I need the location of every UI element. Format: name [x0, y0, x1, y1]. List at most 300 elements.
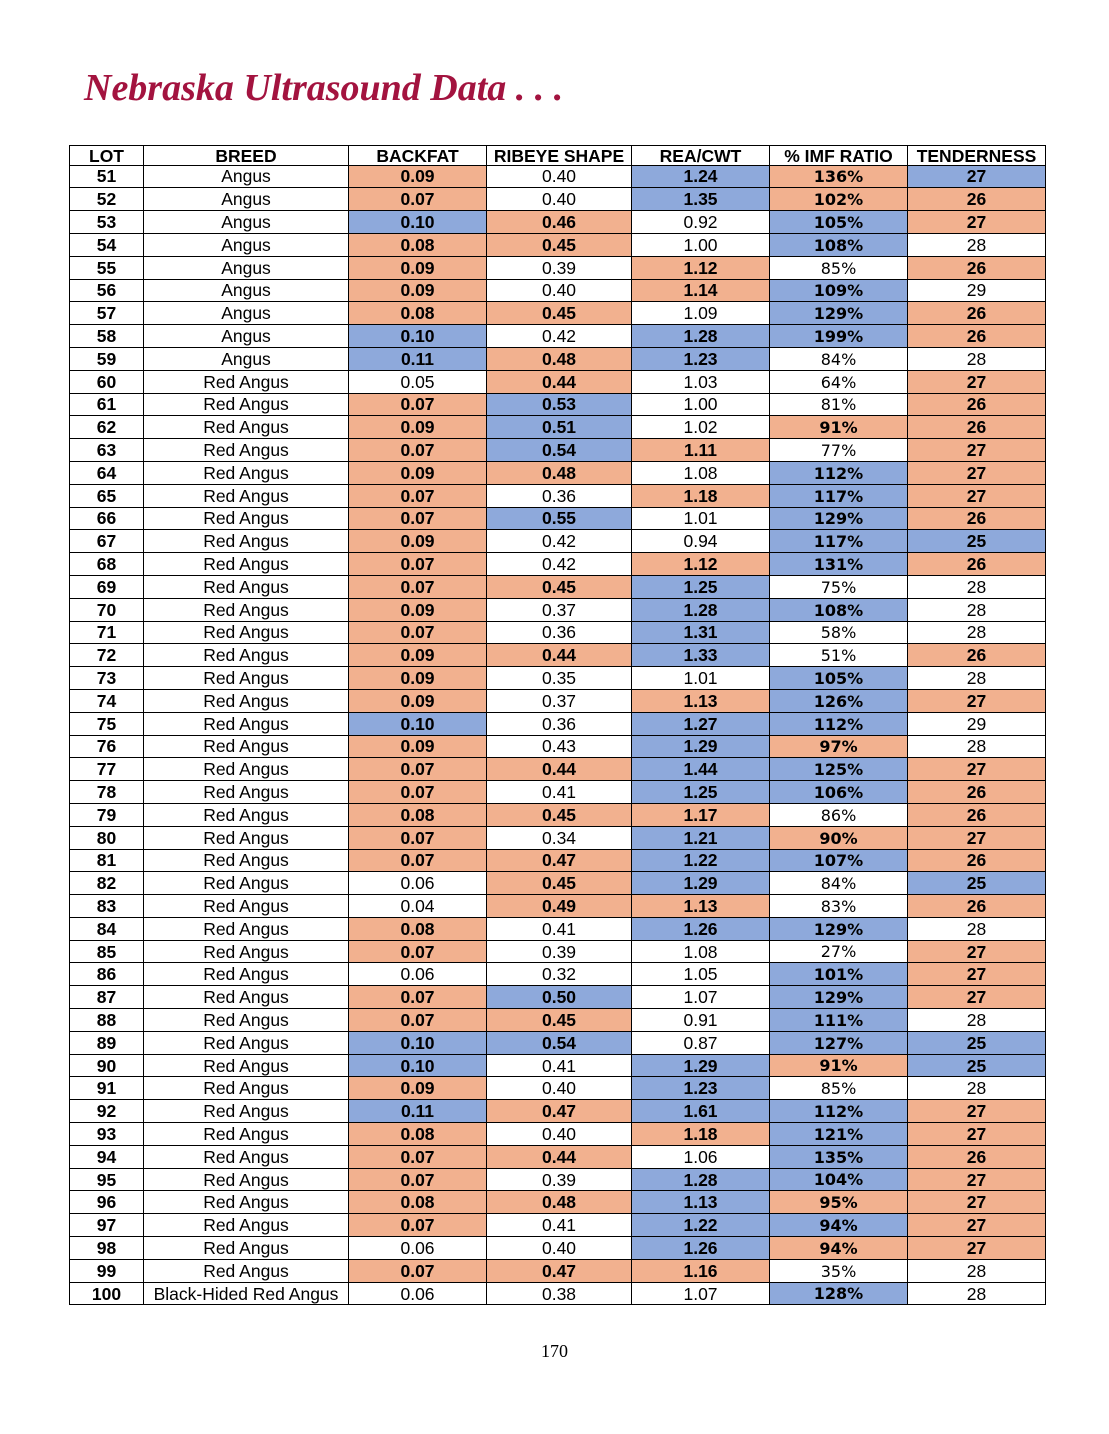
table-row [70, 781, 1046, 804]
cell-tenderness: 28 [908, 621, 1046, 644]
table-row [70, 1145, 1046, 1168]
cell-lot: 82 [70, 872, 144, 895]
cell-imf-ratio: 58% [770, 621, 908, 644]
cell-backfat: 0.07 [349, 986, 487, 1009]
cell-imf-ratio: 85% [770, 256, 908, 279]
cell-imf-ratio: 129% [770, 917, 908, 940]
cell-lot: 94 [70, 1145, 144, 1168]
cell-lot: 77 [70, 758, 144, 781]
cell-ribeye-shape: 0.44 [487, 370, 632, 393]
cell-rea-cwt: 1.44 [632, 758, 770, 781]
cell-lot: 76 [70, 735, 144, 758]
cell-breed: Black-Hided Red Angus [144, 1282, 349, 1305]
cell-breed: Red Angus [144, 484, 349, 507]
cell-breed: Red Angus [144, 1009, 349, 1032]
cell-backfat: 0.09 [349, 735, 487, 758]
cell-imf-ratio: 129% [770, 507, 908, 530]
cell-breed: Red Angus [144, 370, 349, 393]
table-row [70, 1282, 1046, 1305]
cell-breed: Red Angus [144, 1031, 349, 1054]
cell-imf-ratio: 121% [770, 1123, 908, 1146]
cell-tenderness: 27 [908, 1237, 1046, 1260]
table-row [70, 1009, 1046, 1032]
cell-tenderness: 27 [908, 1214, 1046, 1237]
cell-imf-ratio: 51% [770, 644, 908, 667]
cell-breed: Red Angus [144, 689, 349, 712]
cell-ribeye-shape: 0.45 [487, 1009, 632, 1032]
cell-backfat: 0.07 [349, 507, 487, 530]
cell-tenderness: 28 [908, 1009, 1046, 1032]
cell-lot: 67 [70, 530, 144, 553]
cell-ribeye-shape: 0.55 [487, 507, 632, 530]
cell-rea-cwt: 1.00 [632, 233, 770, 256]
cell-rea-cwt: 0.94 [632, 530, 770, 553]
cell-tenderness: 27 [908, 1123, 1046, 1146]
cell-rea-cwt: 1.25 [632, 575, 770, 598]
table-row [70, 302, 1046, 325]
cell-tenderness: 26 [908, 781, 1046, 804]
cell-breed: Angus [144, 188, 349, 211]
table-row [70, 986, 1046, 1009]
page-number: 170 [541, 1341, 568, 1361]
cell-imf-ratio: 108% [770, 233, 908, 256]
cell-rea-cwt: 1.26 [632, 917, 770, 940]
cell-lot: 89 [70, 1031, 144, 1054]
cell-breed: Red Angus [144, 416, 349, 439]
cell-imf-ratio: 83% [770, 895, 908, 918]
cell-breed: Red Angus [144, 461, 349, 484]
cell-rea-cwt: 1.11 [632, 439, 770, 462]
cell-breed: Red Angus [144, 667, 349, 690]
cell-imf-ratio: 129% [770, 986, 908, 1009]
header-imf-ratio: % IMF RATIO [770, 146, 908, 166]
cell-tenderness: 27 [908, 1191, 1046, 1214]
cell-lot: 95 [70, 1168, 144, 1191]
cell-tenderness: 27 [908, 758, 1046, 781]
cell-backfat: 0.04 [349, 895, 487, 918]
cell-ribeye-shape: 0.48 [487, 1191, 632, 1214]
cell-ribeye-shape: 0.44 [487, 644, 632, 667]
table-row [70, 484, 1046, 507]
cell-imf-ratio: 75% [770, 575, 908, 598]
cell-ribeye-shape: 0.40 [487, 188, 632, 211]
cell-imf-ratio: 135% [770, 1145, 908, 1168]
cell-backfat: 0.08 [349, 803, 487, 826]
cell-ribeye-shape: 0.49 [487, 895, 632, 918]
cell-breed: Angus [144, 233, 349, 256]
ultrasound-data-table [69, 145, 1046, 1305]
cell-rea-cwt: 1.13 [632, 689, 770, 712]
cell-breed: Red Angus [144, 895, 349, 918]
cell-lot: 57 [70, 302, 144, 325]
cell-imf-ratio: 102% [770, 188, 908, 211]
table-row [70, 849, 1046, 872]
cell-lot: 88 [70, 1009, 144, 1032]
cell-ribeye-shape: 0.45 [487, 803, 632, 826]
cell-lot: 97 [70, 1214, 144, 1237]
table-row [70, 621, 1046, 644]
cell-backfat: 0.10 [349, 712, 487, 735]
cell-imf-ratio: 64% [770, 370, 908, 393]
cell-ribeye-shape: 0.36 [487, 484, 632, 507]
cell-rea-cwt: 1.07 [632, 986, 770, 1009]
cell-imf-ratio: 112% [770, 461, 908, 484]
cell-imf-ratio: 95% [770, 1191, 908, 1214]
cell-imf-ratio: 111% [770, 1009, 908, 1032]
cell-ribeye-shape: 0.41 [487, 1054, 632, 1077]
cell-tenderness: 26 [908, 507, 1046, 530]
cell-ribeye-shape: 0.42 [487, 530, 632, 553]
cell-tenderness: 26 [908, 188, 1046, 211]
cell-breed: Red Angus [144, 507, 349, 530]
cell-breed: Red Angus [144, 439, 349, 462]
cell-tenderness: 28 [908, 917, 1046, 940]
cell-backfat: 0.07 [349, 484, 487, 507]
cell-backfat: 0.08 [349, 1123, 487, 1146]
cell-backfat: 0.07 [349, 439, 487, 462]
cell-lot: 69 [70, 575, 144, 598]
cell-rea-cwt: 1.26 [632, 1237, 770, 1260]
cell-ribeye-shape: 0.44 [487, 758, 632, 781]
cell-lot: 58 [70, 325, 144, 348]
cell-ribeye-shape: 0.34 [487, 826, 632, 849]
cell-imf-ratio: 108% [770, 598, 908, 621]
cell-ribeye-shape: 0.39 [487, 1168, 632, 1191]
cell-tenderness: 27 [908, 461, 1046, 484]
cell-breed: Red Angus [144, 781, 349, 804]
cell-lot: 100 [70, 1282, 144, 1305]
cell-rea-cwt: 1.14 [632, 279, 770, 302]
cell-lot: 75 [70, 712, 144, 735]
cell-imf-ratio: 86% [770, 803, 908, 826]
cell-lot: 65 [70, 484, 144, 507]
cell-breed: Red Angus [144, 712, 349, 735]
table-row [70, 347, 1046, 370]
table-row [70, 940, 1046, 963]
table-row [70, 370, 1046, 393]
table-row [70, 1191, 1046, 1214]
cell-rea-cwt: 1.17 [632, 803, 770, 826]
cell-tenderness: 26 [908, 393, 1046, 416]
cell-ribeye-shape: 0.53 [487, 393, 632, 416]
cell-imf-ratio: 101% [770, 963, 908, 986]
cell-lot: 73 [70, 667, 144, 690]
cell-imf-ratio: 109% [770, 279, 908, 302]
cell-breed: Red Angus [144, 1214, 349, 1237]
cell-lot: 68 [70, 553, 144, 576]
cell-backfat: 0.09 [349, 1077, 487, 1100]
cell-breed: Red Angus [144, 872, 349, 895]
cell-rea-cwt: 1.28 [632, 598, 770, 621]
cell-breed: Angus [144, 165, 349, 188]
cell-backfat: 0.05 [349, 370, 487, 393]
cell-breed: Red Angus [144, 644, 349, 667]
cell-rea-cwt: 1.03 [632, 370, 770, 393]
table-row [70, 188, 1046, 211]
cell-ribeye-shape: 0.35 [487, 667, 632, 690]
cell-backfat: 0.09 [349, 644, 487, 667]
cell-imf-ratio: 136% [770, 165, 908, 188]
page-title: Nebraska Ultrasound Data . . . [84, 67, 564, 109]
cell-ribeye-shape: 0.47 [487, 849, 632, 872]
cell-lot: 99 [70, 1259, 144, 1282]
cell-lot: 54 [70, 233, 144, 256]
cell-rea-cwt: 1.23 [632, 347, 770, 370]
cell-ribeye-shape: 0.41 [487, 917, 632, 940]
cell-ribeye-shape: 0.43 [487, 735, 632, 758]
cell-imf-ratio: 94% [770, 1237, 908, 1260]
cell-tenderness: 27 [908, 484, 1046, 507]
cell-ribeye-shape: 0.39 [487, 940, 632, 963]
cell-tenderness: 26 [908, 644, 1046, 667]
cell-breed: Red Angus [144, 575, 349, 598]
cell-backfat: 0.10 [349, 1054, 487, 1077]
cell-breed: Red Angus [144, 530, 349, 553]
cell-tenderness: 27 [908, 986, 1046, 1009]
cell-backfat: 0.09 [349, 689, 487, 712]
cell-ribeye-shape: 0.40 [487, 165, 632, 188]
cell-imf-ratio: 127% [770, 1031, 908, 1054]
cell-backfat: 0.06 [349, 872, 487, 895]
table-row [70, 803, 1046, 826]
cell-breed: Red Angus [144, 917, 349, 940]
header-ribeye-shape: RIBEYE SHAPE [487, 146, 632, 166]
cell-breed: Red Angus [144, 1191, 349, 1214]
cell-backfat: 0.06 [349, 963, 487, 986]
table-row [70, 1100, 1046, 1123]
cell-ribeye-shape: 0.45 [487, 872, 632, 895]
cell-breed: Red Angus [144, 986, 349, 1009]
cell-backfat: 0.09 [349, 598, 487, 621]
cell-lot: 80 [70, 826, 144, 849]
cell-imf-ratio: 94% [770, 1214, 908, 1237]
cell-rea-cwt: 1.01 [632, 667, 770, 690]
cell-lot: 53 [70, 211, 144, 234]
table-row [70, 895, 1046, 918]
cell-tenderness: 27 [908, 826, 1046, 849]
table-row [70, 644, 1046, 667]
cell-tenderness: 26 [908, 256, 1046, 279]
cell-imf-ratio: 125% [770, 758, 908, 781]
cell-breed: Red Angus [144, 803, 349, 826]
cell-rea-cwt: 0.91 [632, 1009, 770, 1032]
cell-imf-ratio: 81% [770, 393, 908, 416]
header-tenderness: TENDERNESS [908, 146, 1046, 166]
cell-ribeye-shape: 0.42 [487, 553, 632, 576]
cell-backfat: 0.08 [349, 233, 487, 256]
cell-tenderness: 27 [908, 1168, 1046, 1191]
cell-imf-ratio: 107% [770, 849, 908, 872]
cell-rea-cwt: 1.05 [632, 963, 770, 986]
cell-rea-cwt: 1.16 [632, 1259, 770, 1282]
cell-imf-ratio: 106% [770, 781, 908, 804]
cell-ribeye-shape: 0.54 [487, 1031, 632, 1054]
cell-lot: 66 [70, 507, 144, 530]
cell-ribeye-shape: 0.36 [487, 621, 632, 644]
table-row [70, 1054, 1046, 1077]
cell-lot: 56 [70, 279, 144, 302]
cell-ribeye-shape: 0.47 [487, 1259, 632, 1282]
table-row [70, 233, 1046, 256]
table-row [70, 575, 1046, 598]
cell-breed: Red Angus [144, 553, 349, 576]
cell-backfat: 0.07 [349, 758, 487, 781]
cell-ribeye-shape: 0.36 [487, 712, 632, 735]
cell-tenderness: 25 [908, 872, 1046, 895]
cell-lot: 64 [70, 461, 144, 484]
cell-breed: Angus [144, 211, 349, 234]
cell-breed: Red Angus [144, 1145, 349, 1168]
cell-rea-cwt: 1.31 [632, 621, 770, 644]
cell-imf-ratio: 128% [770, 1282, 908, 1305]
cell-ribeye-shape: 0.54 [487, 439, 632, 462]
cell-breed: Angus [144, 279, 349, 302]
cell-backfat: 0.08 [349, 1191, 487, 1214]
cell-backfat: 0.09 [349, 461, 487, 484]
cell-breed: Red Angus [144, 758, 349, 781]
table-row [70, 963, 1046, 986]
cell-breed: Angus [144, 302, 349, 325]
cell-lot: 62 [70, 416, 144, 439]
cell-ribeye-shape: 0.44 [487, 1145, 632, 1168]
cell-rea-cwt: 1.09 [632, 302, 770, 325]
cell-backfat: 0.07 [349, 781, 487, 804]
cell-backfat: 0.10 [349, 1031, 487, 1054]
cell-breed: Red Angus [144, 1259, 349, 1282]
cell-lot: 55 [70, 256, 144, 279]
cell-imf-ratio: 112% [770, 712, 908, 735]
cell-tenderness: 28 [908, 667, 1046, 690]
cell-backfat: 0.08 [349, 302, 487, 325]
cell-rea-cwt: 1.18 [632, 1123, 770, 1146]
cell-tenderness: 27 [908, 370, 1046, 393]
cell-lot: 90 [70, 1054, 144, 1077]
cell-lot: 59 [70, 347, 144, 370]
table-row [70, 917, 1046, 940]
table-header-row [70, 146, 1046, 166]
table-row [70, 553, 1046, 576]
cell-lot: 96 [70, 1191, 144, 1214]
cell-backfat: 0.07 [349, 553, 487, 576]
cell-tenderness: 26 [908, 803, 1046, 826]
cell-tenderness: 28 [908, 735, 1046, 758]
table-row [70, 598, 1046, 621]
cell-tenderness: 25 [908, 530, 1046, 553]
cell-rea-cwt: 1.33 [632, 644, 770, 667]
cell-lot: 85 [70, 940, 144, 963]
cell-rea-cwt: 1.13 [632, 1191, 770, 1214]
cell-backfat: 0.09 [349, 530, 487, 553]
cell-breed: Red Angus [144, 1100, 349, 1123]
cell-backfat: 0.09 [349, 667, 487, 690]
cell-rea-cwt: 1.08 [632, 940, 770, 963]
cell-imf-ratio: 85% [770, 1077, 908, 1100]
table-row [70, 1031, 1046, 1054]
cell-ribeye-shape: 0.45 [487, 302, 632, 325]
table-row [70, 667, 1046, 690]
cell-rea-cwt: 1.18 [632, 484, 770, 507]
cell-rea-cwt: 1.22 [632, 1214, 770, 1237]
table-row [70, 439, 1046, 462]
cell-imf-ratio: 131% [770, 553, 908, 576]
cell-imf-ratio: 199% [770, 325, 908, 348]
cell-rea-cwt: 1.21 [632, 826, 770, 849]
cell-rea-cwt: 1.08 [632, 461, 770, 484]
cell-lot: 71 [70, 621, 144, 644]
cell-backfat: 0.07 [349, 940, 487, 963]
cell-tenderness: 26 [908, 553, 1046, 576]
cell-ribeye-shape: 0.40 [487, 1237, 632, 1260]
table-row [70, 461, 1046, 484]
header-breed: BREED [144, 146, 349, 166]
cell-breed: Red Angus [144, 1054, 349, 1077]
table-row [70, 416, 1046, 439]
cell-backfat: 0.11 [349, 347, 487, 370]
cell-breed: Red Angus [144, 1077, 349, 1100]
cell-ribeye-shape: 0.40 [487, 1077, 632, 1100]
table-row [70, 530, 1046, 553]
cell-tenderness: 29 [908, 712, 1046, 735]
cell-lot: 98 [70, 1237, 144, 1260]
cell-tenderness: 28 [908, 1077, 1046, 1100]
cell-breed: Angus [144, 256, 349, 279]
table-row [70, 211, 1046, 234]
table-row [70, 325, 1046, 348]
cell-rea-cwt: 1.28 [632, 1168, 770, 1191]
cell-lot: 81 [70, 849, 144, 872]
cell-rea-cwt: 1.02 [632, 416, 770, 439]
cell-lot: 51 [70, 165, 144, 188]
cell-ribeye-shape: 0.48 [487, 347, 632, 370]
table-body [70, 165, 1046, 1305]
cell-backfat: 0.07 [349, 849, 487, 872]
cell-tenderness: 28 [908, 233, 1046, 256]
table-row [70, 165, 1046, 188]
cell-breed: Red Angus [144, 621, 349, 644]
table-row [70, 1123, 1046, 1146]
cell-backfat: 0.09 [349, 279, 487, 302]
cell-imf-ratio: 84% [770, 347, 908, 370]
header-lot: LOT [70, 146, 144, 166]
table-row [70, 712, 1046, 735]
cell-imf-ratio: 129% [770, 302, 908, 325]
cell-rea-cwt: 1.27 [632, 712, 770, 735]
table-row [70, 393, 1046, 416]
table-row [70, 256, 1046, 279]
cell-backfat: 0.10 [349, 211, 487, 234]
cell-tenderness: 28 [908, 575, 1046, 598]
cell-breed: Red Angus [144, 849, 349, 872]
cell-rea-cwt: 1.13 [632, 895, 770, 918]
cell-lot: 79 [70, 803, 144, 826]
cell-breed: Red Angus [144, 1123, 349, 1146]
cell-backfat: 0.07 [349, 1259, 487, 1282]
cell-ribeye-shape: 0.50 [487, 986, 632, 1009]
cell-backfat: 0.07 [349, 188, 487, 211]
cell-tenderness: 26 [908, 325, 1046, 348]
cell-breed: Red Angus [144, 1168, 349, 1191]
cell-tenderness: 26 [908, 895, 1046, 918]
cell-lot: 87 [70, 986, 144, 1009]
cell-ribeye-shape: 0.40 [487, 279, 632, 302]
cell-tenderness: 27 [908, 940, 1046, 963]
cell-backfat: 0.07 [349, 1009, 487, 1032]
cell-rea-cwt: 0.92 [632, 211, 770, 234]
cell-rea-cwt: 1.29 [632, 735, 770, 758]
cell-tenderness: 28 [908, 347, 1046, 370]
cell-imf-ratio: 105% [770, 211, 908, 234]
cell-breed: Red Angus [144, 393, 349, 416]
